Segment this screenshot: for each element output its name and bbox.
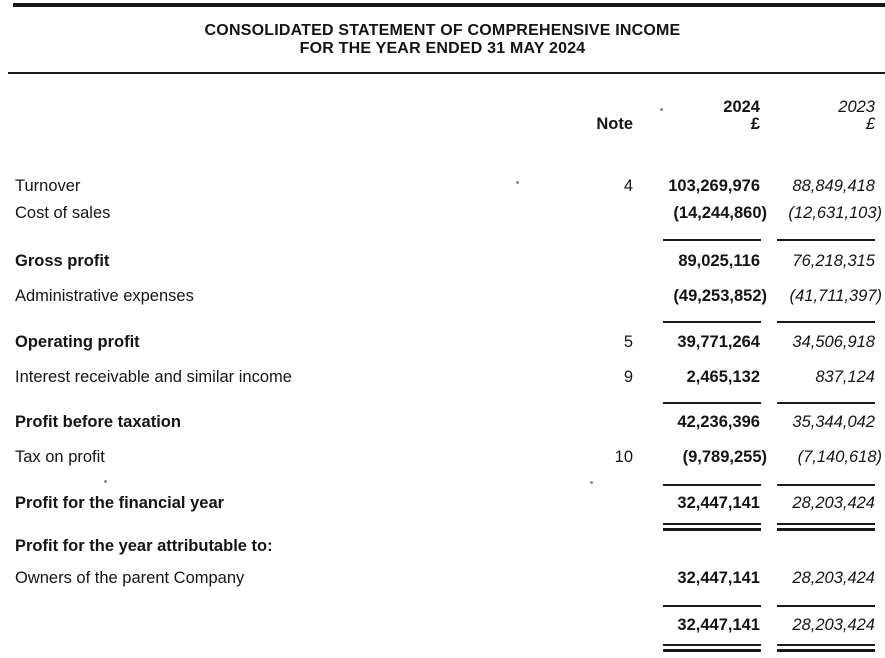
subtotal-rule bbox=[0, 321, 885, 323]
row-value-2024: 42,236,396 bbox=[677, 413, 760, 431]
scan-speck bbox=[104, 480, 107, 483]
table-row-gross-profit bbox=[0, 252, 885, 271]
row-value-2024: 32,447,141 bbox=[677, 569, 760, 587]
row-value-2024: (49,253,852) bbox=[673, 287, 767, 305]
row-value-2024: 2,465,132 bbox=[686, 368, 760, 386]
double-rule-2024-column bbox=[663, 644, 761, 652]
row-label: Gross profit bbox=[15, 252, 110, 270]
document-title bbox=[0, 22, 885, 58]
table-row-administrative-expenses bbox=[0, 287, 885, 306]
row-value-2023: 28,203,424 bbox=[792, 616, 875, 634]
row-note: 9 bbox=[623, 368, 633, 386]
rule-2023-column bbox=[777, 605, 875, 607]
row-label: Profit before taxation bbox=[15, 413, 181, 431]
row-note: 10 bbox=[614, 448, 633, 466]
row-label: Operating profit bbox=[15, 333, 140, 351]
table-row-attributable-heading bbox=[0, 537, 885, 556]
table-row-owners-of-parent bbox=[0, 569, 885, 588]
row-value-2024: (14,244,860) bbox=[673, 204, 767, 222]
top-border-rule bbox=[13, 3, 885, 7]
row-value-2023: 837,124 bbox=[815, 368, 875, 386]
row-label: Profit for the year attributable to: bbox=[15, 537, 273, 555]
row-value-2023: (41,711,397) bbox=[789, 287, 882, 305]
scan-speck bbox=[660, 108, 663, 111]
rule-2024-column bbox=[663, 484, 761, 486]
subtotal-rule bbox=[0, 402, 885, 404]
total-double-rule bbox=[0, 523, 885, 531]
rule-2023-column bbox=[777, 402, 875, 404]
rule-2024-column bbox=[663, 605, 761, 607]
table-row-turnover bbox=[0, 177, 885, 196]
header-divider-rule bbox=[8, 72, 885, 74]
row-note: 5 bbox=[623, 333, 633, 351]
row-value-2023: 88,849,418 bbox=[792, 177, 875, 195]
column-header-currency-2023: £ bbox=[865, 115, 875, 133]
row-label: Interest receivable and similar income bbox=[15, 368, 292, 386]
column-header-2024: 2024 bbox=[723, 98, 760, 116]
row-value-2023: 34,506,918 bbox=[792, 333, 875, 351]
total-double-rule bbox=[0, 644, 885, 652]
row-value-2023: (7,140,618) bbox=[797, 448, 882, 466]
row-label: Owners of the parent Company bbox=[15, 569, 245, 587]
row-value-2024: 103,269,976 bbox=[668, 177, 760, 195]
row-value-2023: 76,218,315 bbox=[792, 252, 875, 270]
double-rule-2023-column bbox=[777, 523, 875, 531]
row-value-2023: 28,203,424 bbox=[792, 569, 875, 587]
row-label: Administrative expenses bbox=[15, 287, 194, 305]
rule-2024-column bbox=[663, 239, 761, 241]
double-rule-2023-column bbox=[777, 644, 875, 652]
column-header-currency-2024: £ bbox=[750, 115, 760, 133]
row-value-2024: 32,447,141 bbox=[677, 494, 760, 512]
table-row-attributable-total bbox=[0, 616, 885, 635]
row-value-2023: (12,631,103) bbox=[788, 204, 882, 222]
rule-2023-column bbox=[777, 484, 875, 486]
title-line-1: CONSOLIDATED STATEMENT OF COMPREHENSIVE INCOME bbox=[204, 22, 681, 39]
subtotal-rule bbox=[0, 605, 885, 607]
rule-2024-column bbox=[663, 402, 761, 404]
table-row-profit-before-taxation bbox=[0, 413, 885, 432]
row-value-2024: (9,789,255) bbox=[682, 448, 767, 466]
rule-2024-column bbox=[663, 321, 761, 323]
row-label: Cost of sales bbox=[15, 204, 111, 222]
row-label: Turnover bbox=[15, 177, 81, 195]
scan-speck bbox=[516, 181, 519, 184]
row-label: Profit for the financial year bbox=[15, 494, 225, 512]
row-value-2024: 89,025,116 bbox=[678, 252, 760, 270]
row-value-2024: 32,447,141 bbox=[677, 616, 760, 634]
table-row-cost-of-sales bbox=[0, 204, 885, 223]
row-value-2023: 35,344,042 bbox=[792, 413, 875, 431]
scan-speck bbox=[590, 481, 593, 484]
row-note: 4 bbox=[623, 177, 633, 195]
column-header-note: Note bbox=[596, 115, 633, 133]
double-rule-2024-column bbox=[663, 523, 761, 531]
rule-2023-column bbox=[777, 321, 875, 323]
title-line-2: FOR THE YEAR ENDED 31 MAY 2024 bbox=[299, 40, 586, 57]
subtotal-rule bbox=[0, 484, 885, 486]
row-value-2023: 28,203,424 bbox=[792, 494, 875, 512]
rule-2023-column bbox=[777, 239, 875, 241]
column-header-2023: 2023 bbox=[838, 98, 875, 116]
row-value-2024: 39,771,264 bbox=[677, 333, 760, 351]
table-row-profit-for-financial-year bbox=[0, 494, 885, 513]
table-row-interest-receivable bbox=[0, 368, 885, 387]
table-row-operating-profit bbox=[0, 333, 885, 352]
subtotal-rule bbox=[0, 239, 885, 241]
column-header-units bbox=[0, 115, 885, 134]
row-label: Tax on profit bbox=[15, 448, 105, 466]
table-row-tax-on-profit bbox=[0, 448, 885, 467]
